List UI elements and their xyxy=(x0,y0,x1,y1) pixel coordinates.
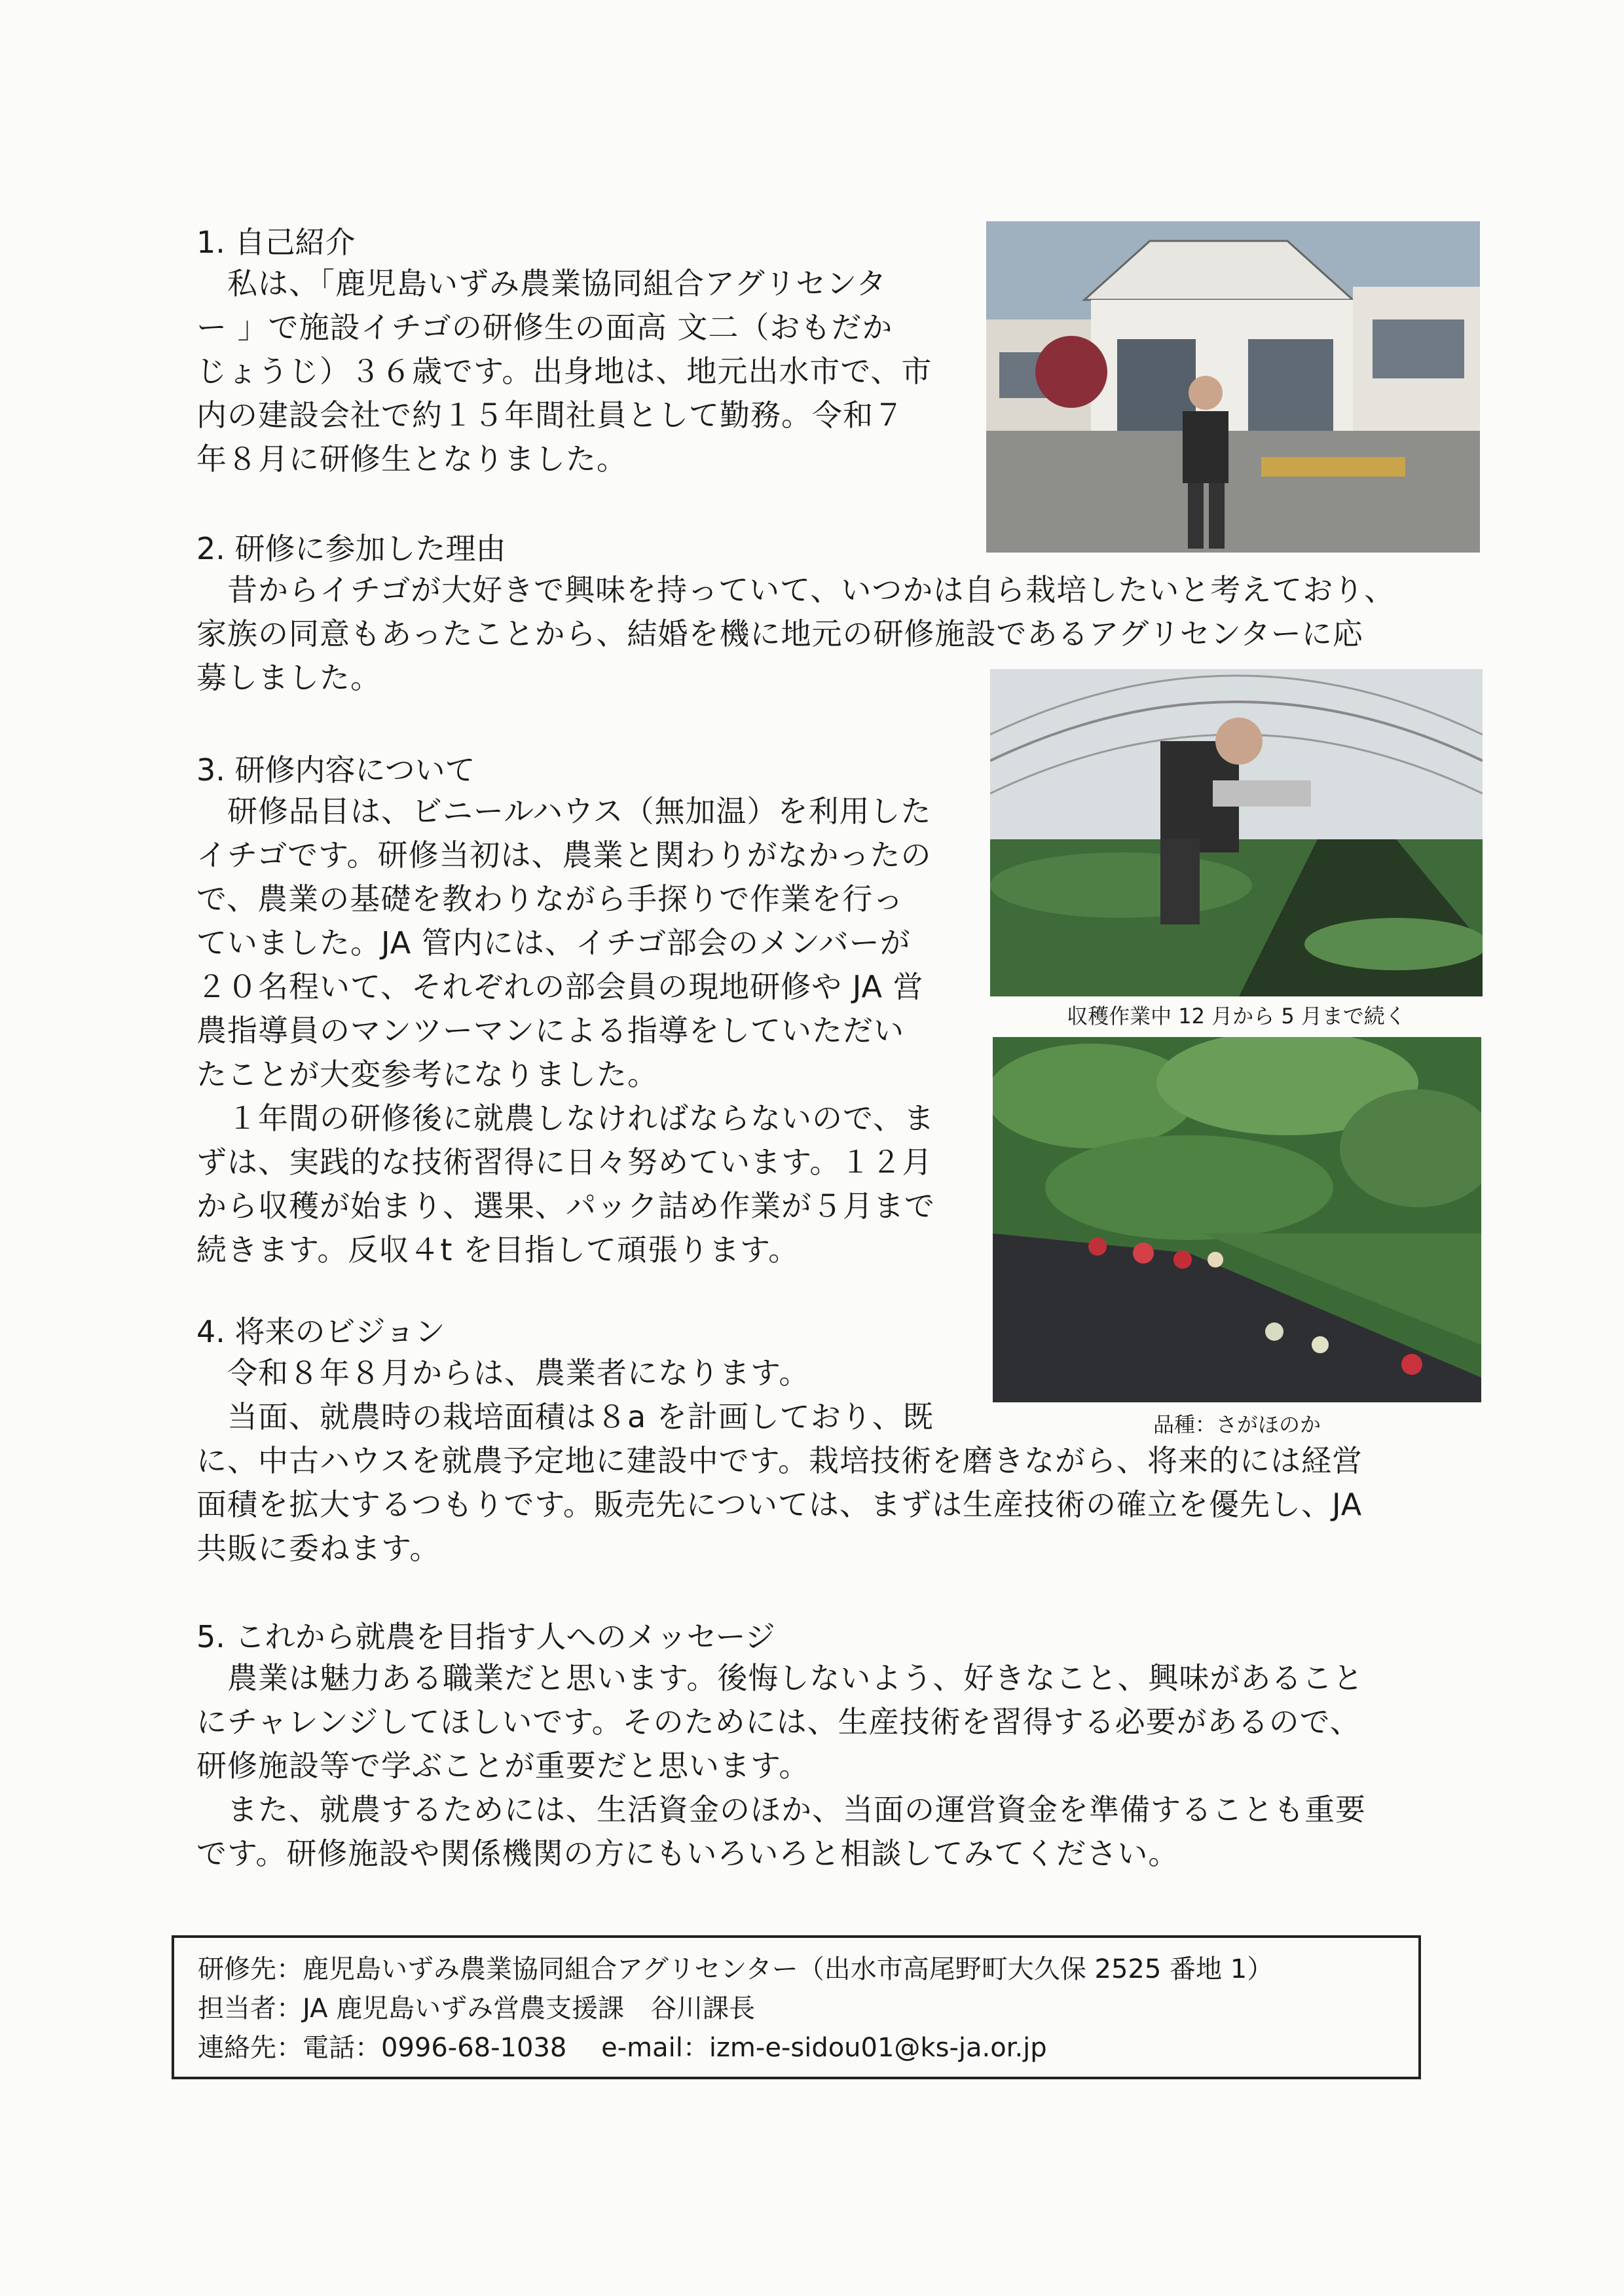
paragraph-line: にチャレンジしてほしいです。そのためには、生産技術を習得する必要があるので、 xyxy=(196,1704,1361,1740)
section-heading-1: 1. 自己紹介 xyxy=(196,225,356,260)
paragraph-line: じょうじ）３６歳です。出身地は、地元出水市で、市 xyxy=(196,354,932,389)
paragraph-line: 募しました。 xyxy=(196,660,381,695)
paragraph-line: １年間の研修後に就農しなければならないので、ま xyxy=(196,1101,935,1136)
paragraph-line: 令和８年８月からは、農業者になります。 xyxy=(196,1355,810,1391)
contact-info-box xyxy=(172,1935,1421,2079)
paragraph-line: 研修品目は、ビニールハウス（無加温）を利用した xyxy=(196,793,932,829)
section-heading-5: 5. これから就農を目指す人へのメッセージ xyxy=(196,1619,775,1654)
paragraph-line: 家族の同意もあったことから、結婚を機に地元の研修施設であるアグリセンターに応 xyxy=(196,616,1363,651)
paragraph-line: 面積を拡大するつもりです。販売先については、まずは生産技術の確立を優先し、JA xyxy=(196,1487,1363,1522)
photo-agri-center-building xyxy=(986,221,1480,553)
paragraph-line: 共販に委ねます。 xyxy=(196,1531,441,1566)
section-heading-3: 3. 研修内容について xyxy=(196,752,475,788)
paragraph-line: から収穫が始まり、選果、パック詰め作業が５月まで xyxy=(196,1188,935,1224)
paragraph-line: ２０名程いて、それぞれの部会員の現地研修や JA 営 xyxy=(196,969,924,1004)
paragraph-line: 農指導員のマンツーマンによる指導をしていただい xyxy=(196,1013,904,1048)
paragraph-line: です。研修施設や関係機関の方にもいろいろと相談してみてください。 xyxy=(196,1836,1179,1871)
photo-greenhouse-harvest xyxy=(990,669,1483,996)
paragraph-line: 続きます。反収４t を目指して頑張ります。 xyxy=(196,1232,800,1267)
paragraph-line: 私は、「鹿児島いずみ農業協同組合アグリセンタ xyxy=(196,266,887,301)
paragraph-line: たことが大変参考になりました。 xyxy=(196,1057,658,1092)
paragraph-line: ていました。JA 管内には、イチゴ部会のメンバーが xyxy=(196,925,911,960)
paragraph-line: また、就農するためには、生活資金のほか、当面の運営資金を準備することも重要 xyxy=(196,1792,1366,1827)
paragraph-line: で、農業の基礎を教わりながら手探りで作業を行っ xyxy=(196,881,904,917)
paragraph-line: イチゴです。研修当初は、農業と関わりがなかったの xyxy=(196,837,932,873)
photo-caption-harvest: 収穫作業中 12 月から 5 月まで続く xyxy=(1067,1004,1406,1029)
contact-details-line: 連絡先：電話：0996-68-1038 e-mail：izm-e-sidou01@ks-ja.or.jp xyxy=(198,2033,1047,2063)
paragraph-line: 農業は魅力ある職業だと思います。後悔しないよう、好きなこと、興味があること xyxy=(196,1660,1364,1696)
paragraph-line: ずは、実践的な技術習得に日々努めています。１２月 xyxy=(196,1144,933,1180)
paragraph-line: 内の建設会社で約１５年間社員として勤務。令和７ xyxy=(196,397,904,433)
paragraph-line: 年８月に研修生となりました。 xyxy=(196,441,627,477)
paragraph-line: ー 」で施設イチゴの研修生の面高 文二（おもだか xyxy=(196,310,893,345)
section-heading-2: 2. 研修に参加した理由 xyxy=(196,531,506,566)
paragraph-line: に、中古ハウスを就農予定地に建設中です。栽培技術を磨きながら、将来的には経営 xyxy=(196,1443,1363,1478)
contact-person-line: 担当者：JA 鹿児島いずみ営農支援課 谷川課長 xyxy=(198,1994,756,2024)
paragraph-line: 研修施設等で学ぶことが重要だと思います。 xyxy=(196,1748,810,1783)
section-heading-4: 4. 将来のビジョン xyxy=(196,1314,445,1349)
photo-caption-variety: 品種：さがほのか xyxy=(1153,1412,1321,1437)
paragraph-line: 当面、就農時の栽培面積は８a を計画しており、既 xyxy=(196,1399,934,1434)
paragraph-line: 昔からイチゴが大好きで興味を持っていて、いつかは自ら栽培したいと考えており、 xyxy=(196,572,1395,608)
photo-strawberry-plants xyxy=(993,1037,1481,1402)
training-site-line: 研修先：鹿児島いずみ農業協同組合アグリセンター（出水市高尾野町大久保 2525 番地 1） xyxy=(198,1954,1274,1984)
